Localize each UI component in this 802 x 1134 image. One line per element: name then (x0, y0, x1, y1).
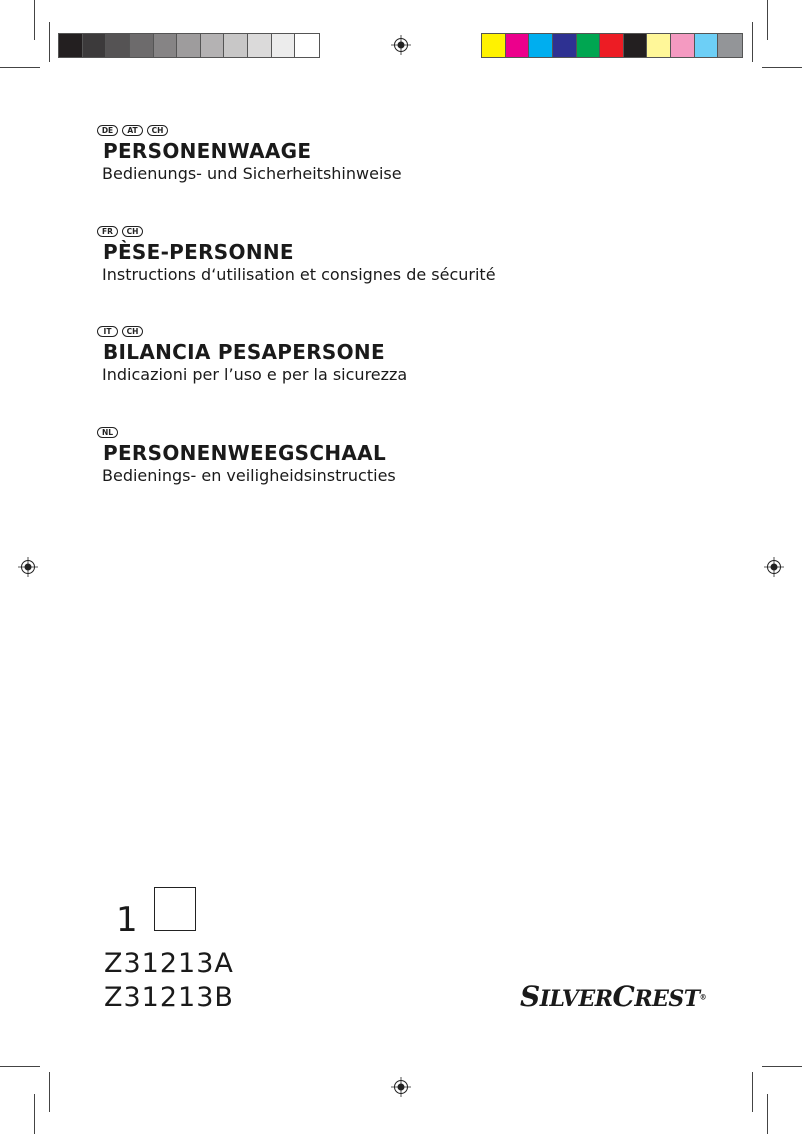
country-badges (97, 226, 143, 239)
crop-mark (49, 22, 50, 62)
country-badges (97, 326, 143, 339)
country-badges (97, 125, 168, 138)
color-swatch (295, 34, 319, 57)
empty-box (154, 887, 196, 931)
language-section-it (97, 326, 408, 384)
color-swatch (600, 34, 624, 57)
color-swatch (482, 34, 506, 57)
crop-mark (752, 1072, 753, 1112)
color-swatch (718, 34, 742, 57)
item-count: 1 (116, 900, 138, 940)
color-swatch (695, 34, 719, 57)
color-swatch (83, 34, 107, 57)
product-subtitle: Bedienungs- und Sicherheitshinweise (102, 164, 402, 183)
product-title: PERSONENWAAGE (103, 139, 312, 163)
crop-mark (0, 67, 40, 68)
color-swatch (154, 34, 178, 57)
registration-mark-icon (764, 557, 784, 577)
color-swatch (671, 34, 695, 57)
language-section-fr (97, 226, 496, 284)
color-swatch (272, 34, 296, 57)
color-swatch (177, 34, 201, 57)
color-swatch (106, 34, 130, 57)
country-badge: FR (97, 226, 118, 237)
crop-mark (762, 67, 802, 68)
country-badge: DE (97, 125, 118, 136)
color-swatch (506, 34, 530, 57)
product-title: BILANCIA PESAPERSONE (103, 340, 385, 364)
crop-mark (34, 0, 35, 40)
color-swatch (624, 34, 648, 57)
country-badge: CH (122, 326, 143, 337)
model-number: Z31213B (104, 982, 234, 1013)
crop-mark (767, 1094, 768, 1134)
product-title: PÈSE-PERSONNE (103, 240, 294, 264)
silvercrest-logo: SILVERCREST® (520, 980, 707, 1013)
grayscale-bar (58, 33, 320, 58)
color-swatch (248, 34, 272, 57)
color-swatch (59, 34, 83, 57)
product-title: PERSONENWEEGSCHAAL (103, 441, 386, 465)
crop-mark (752, 22, 753, 62)
product-subtitle: Indicazioni per l’uso e per la sicurezza (102, 365, 408, 384)
crop-mark (762, 1066, 802, 1067)
registration-mark-icon (391, 35, 411, 55)
country-badges (97, 427, 118, 440)
country-badge: IT (97, 326, 118, 337)
color-swatch (130, 34, 154, 57)
product-subtitle: Instructions d‘utilisation et consignes de sécurité (102, 265, 496, 284)
color-swatch (224, 34, 248, 57)
language-section-de (97, 125, 402, 183)
country-badge: AT (122, 125, 143, 136)
registration-mark-icon (18, 557, 38, 577)
model-number: Z31213A (104, 948, 234, 979)
country-badge: CH (122, 226, 143, 237)
color-swatch (577, 34, 601, 57)
crop-mark (34, 1094, 35, 1134)
color-swatch (647, 34, 671, 57)
product-subtitle: Bedienings- en veiligheidsinstructies (102, 466, 396, 485)
color-swatch (201, 34, 225, 57)
crop-mark (767, 0, 768, 40)
color-swatch (529, 34, 553, 57)
language-section-nl (97, 427, 396, 485)
crop-mark (0, 1066, 40, 1067)
color-bar (481, 33, 743, 58)
country-badge: NL (97, 427, 118, 438)
country-badge: CH (147, 125, 168, 136)
registration-mark-icon (391, 1077, 411, 1097)
color-swatch (553, 34, 577, 57)
crop-mark (49, 1072, 50, 1112)
